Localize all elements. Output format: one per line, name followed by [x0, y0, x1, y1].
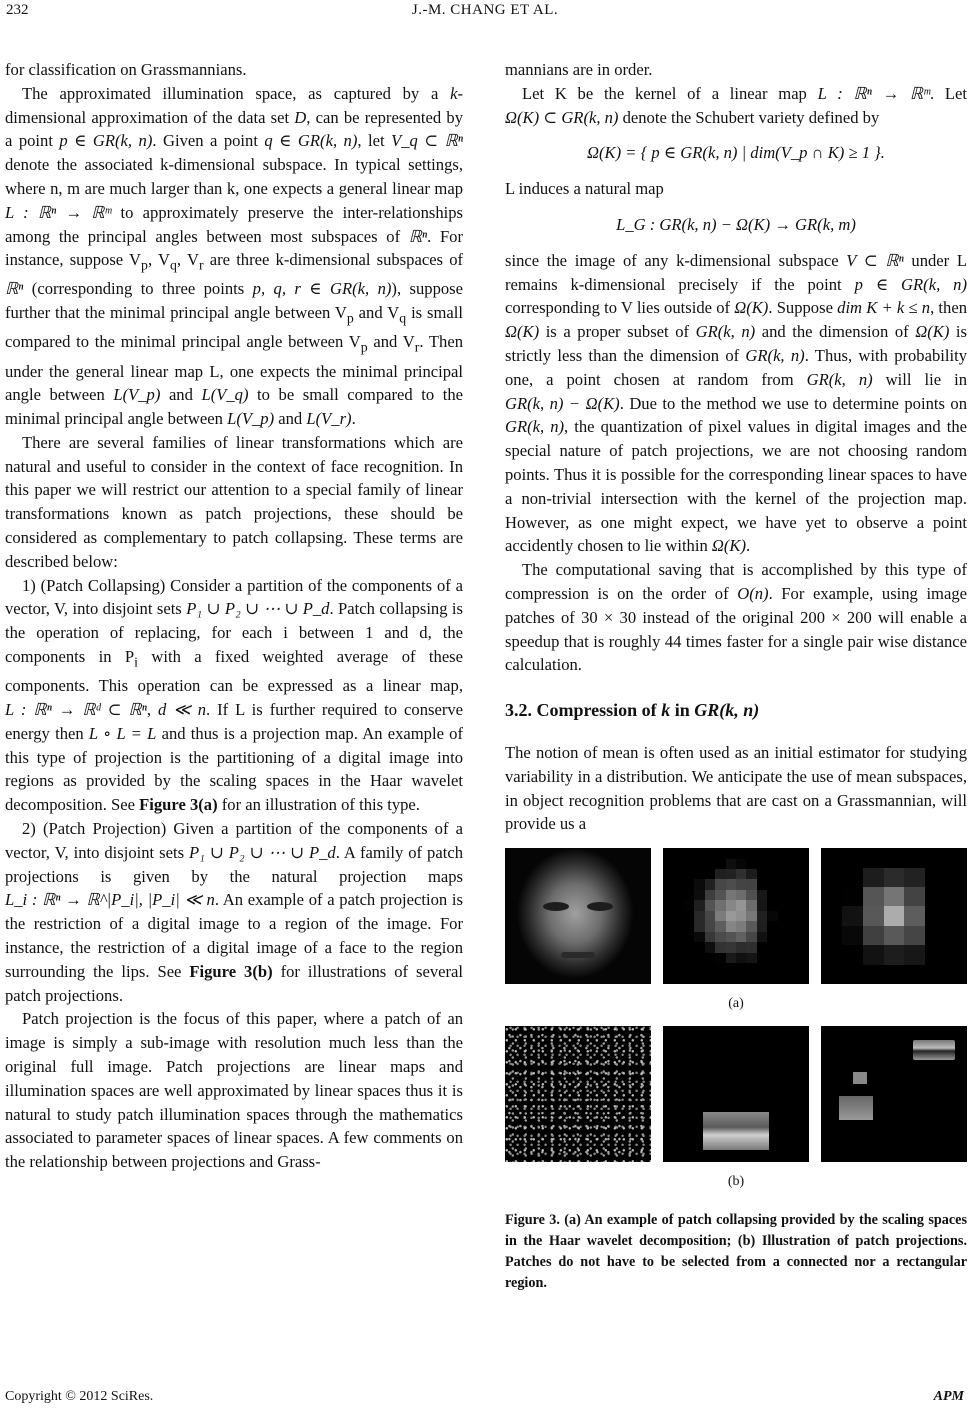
pixel-block — [736, 848, 747, 859]
pixel-block — [694, 900, 705, 911]
pixel-block — [767, 848, 778, 859]
pixel-block — [694, 911, 705, 922]
pixel-block — [821, 945, 842, 965]
pixel-block — [673, 953, 684, 964]
pixel-block — [767, 911, 778, 922]
pixel-block — [925, 868, 946, 888]
paragraph: 1) (Patch Collapsing) Consider a partition of the components of a vector, V, into disjoint sets P₁ ∪ P₂ ∪ ⋯ ∪ P_d. Patch collapsing is the operation of replacing, for each i between 1 and d, the components in $P_i$ with a fixed weighted average of these components. This operation can be expressed as a linear map, L : ℝⁿ → ℝᵈ ⊂ ℝⁿ, d ≪ n. If L is further required to conserve energy then L ∘ L = L and thus is a projection map. An example of this type of projection is the partitioning of a digital image into regions as provided by the scaling spaces in the Haar wavelet decomposition. See Figure 3(a) for an illustration of this type. — [5, 575, 464, 815]
pixel-block — [799, 911, 809, 922]
left-column — [5, 58, 463, 1174]
pixel-block — [736, 890, 747, 901]
pixel-block — [673, 963, 684, 974]
pixel-block — [694, 890, 705, 901]
math-inline: Ω(K) — [734, 298, 769, 318]
pixel-block — [726, 932, 737, 943]
math-inline: q ∈ GR(k, n) — [264, 131, 358, 151]
pixel-block — [715, 879, 726, 890]
pixel-block — [684, 932, 695, 943]
pixel-block — [788, 859, 799, 870]
paragraph: The notion of mean is often used as an initial estimator for studying variability in a distribution. We anticipate the use of mean subspaces, in object recognition problems that are cast on a Grassmannian, will provide us a — [505, 742, 967, 834]
pixel-block — [726, 911, 737, 922]
pixel-block — [715, 963, 726, 974]
pixel-block — [863, 906, 884, 926]
paragraph: mannians are in order. — [505, 60, 653, 79]
pixel-block — [746, 900, 757, 911]
pixel-block — [842, 926, 863, 946]
face-image-collapsed-fine — [663, 848, 809, 984]
right-column — [505, 58, 967, 1294]
pixel-block — [788, 911, 799, 922]
pixel-block — [705, 953, 716, 964]
pixel-block — [821, 906, 842, 926]
pixel-block — [694, 953, 705, 964]
pixel-block — [705, 911, 716, 922]
math-inline: p ∈ GR(k, n) — [854, 274, 967, 294]
pixel-block — [925, 887, 946, 907]
pixel-block — [863, 887, 884, 907]
figure-caption: Figure 3. (a) An example of patch collapsing provided by the scaling spaces in the Haar wavelet decomposition; (b) Illustration of patch projections. Patches do not have to be selected from a connected nor a rectangular region. — [505, 1211, 967, 1291]
pixel-block — [705, 932, 716, 943]
pixel-block — [788, 942, 799, 953]
pixel-block — [767, 942, 778, 953]
pixel-block — [799, 942, 809, 953]
math-inline: ℝⁿ — [408, 226, 428, 246]
pixel-block — [842, 848, 863, 868]
pixel-block — [788, 879, 799, 890]
pixel-block — [705, 963, 716, 974]
pixel-block — [663, 869, 674, 880]
pixel-block — [663, 911, 674, 922]
pixel-block — [863, 868, 884, 888]
pixel-block — [705, 848, 716, 859]
pixel-block — [757, 921, 768, 932]
pixel-block — [904, 887, 925, 907]
paragraph: since the image of any k-dimensional subspace V ⊂ ℝⁿ under L remains k-dimensional precisely if the point p ∈ GR(k, n) corresponding to V lies outside of Ω(K). Suppose dim K + k ≤ n, then Ω(K) is a proper subset of GR(k, n) and the dimension of Ω(K) is strictly less than the dimension of GR(k, n). Thus, with probability one, a point chosen at random from GR(k, n) will lie in GR(k, n) − Ω(K). Due to the method we use to determine points on GR(k, n), the quantization of pixel values in digital images and the special nature of patch projections, we are not choosing random points. Thus it is possible for the corresponding linear spaces to have a non-trivial intersection with the kernel of the projection map. However, as one might expect, we have yet to observe a point accidently chosen to lie within Ω(K). — [505, 250, 968, 556]
pixel-block — [799, 963, 809, 974]
pixel-block — [884, 906, 905, 926]
pixel-block — [684, 974, 695, 984]
pixel-block — [821, 848, 842, 868]
pixel-block — [715, 859, 726, 870]
pixel-block — [842, 945, 863, 965]
pixel-block — [946, 887, 967, 907]
math-inline: L(V_q) — [201, 385, 249, 405]
patch-lips-region — [663, 1026, 809, 1162]
pixel-block — [746, 859, 757, 870]
pixel-block — [736, 974, 747, 984]
subfigure-label-b: (b) — [727, 1173, 745, 1189]
pixel-block — [736, 911, 747, 922]
pixel-block — [663, 848, 674, 859]
pixel-block — [746, 879, 757, 890]
pixel-block — [842, 965, 863, 984]
pixel-block — [663, 932, 674, 943]
pixel-block — [673, 942, 684, 953]
math-inline: p, q, r ∈ GR(k, n) — [252, 279, 392, 299]
pixel-block — [799, 859, 809, 870]
pixel-block — [746, 932, 757, 943]
pixel-block — [715, 953, 726, 964]
math-inline: V ⊂ ℝⁿ — [846, 250, 904, 270]
pixel-block — [904, 965, 925, 984]
pixel-block — [767, 879, 778, 890]
pixel-block — [694, 859, 705, 870]
pixel-block — [684, 869, 695, 880]
pixel-block — [726, 859, 737, 870]
pixel-block — [663, 953, 674, 964]
journal-footer: APM — [933, 1389, 964, 1404]
paragraph: 2) (Patch Projection) Given a partition of the components of a vector, V, into disjoint sets P₁ ∪ P₂ ∪ ⋯ ∪ P_d. A family of patch projections is given by the natural projection maps L_i : ℝⁿ → ℝ^|P_i|, |P_i| ≪ n. An example of a patch projection is the restriction of a digital image to a region of the image. For instance, the restriction of a digital image of a face to the region surrounding the lips. See Figure 3(b) for illustrations of several patch projections. — [5, 818, 463, 1005]
pixel-block — [799, 869, 809, 880]
pixel-block — [884, 965, 905, 984]
pixel-block — [842, 887, 863, 907]
pixel-block — [736, 963, 747, 974]
pixel-block — [726, 942, 737, 953]
pixel-block — [778, 879, 789, 890]
pixel-block — [925, 906, 946, 926]
pixel-block — [746, 869, 757, 880]
pixel-block — [767, 890, 778, 901]
math-inline: d ≪ n — [158, 699, 206, 719]
page-number: 232 — [6, 2, 29, 18]
pixel-block — [778, 890, 789, 901]
patch-scattered-pixels — [505, 1026, 651, 1162]
paragraph: L induces a natural map — [505, 179, 664, 199]
pixel-block — [946, 926, 967, 946]
pixel-block — [673, 932, 684, 943]
paragraph: Patch projection is the focus of this paper, where a patch of an image is simply a sub-image with resolution much less than the original full image. Patch projections are linear maps and illumination spaces are well approximated by linear spaces thus it is natural to study patch illumination spaces through the mathematics associated to parameter spaces of linear spaces. A few comments on the relationship between projections and Grass- — [5, 1009, 463, 1172]
pixel-block — [746, 953, 757, 964]
pixel-block — [821, 868, 842, 888]
paragraph: Let K be the kernel of a linear map L : ℝⁿ → ℝᵐ. Let Ω(K) ⊂ GR(k, n) denote the Schubert variety defined by — [505, 83, 967, 127]
pixel-block — [715, 932, 726, 943]
pixel-block — [757, 911, 768, 922]
pixel-block — [663, 974, 674, 984]
pixel-block — [767, 869, 778, 880]
pixel-block — [799, 921, 809, 932]
pixel-block — [715, 848, 726, 859]
pixel-block — [684, 879, 695, 890]
pixel-block — [925, 848, 946, 868]
math-inline: GR(k, n) − Ω(K) — [505, 393, 620, 413]
pixel-block — [799, 953, 809, 964]
pixel-block — [663, 963, 674, 974]
pixel-block — [705, 942, 716, 953]
pixel-block — [904, 926, 925, 946]
pixel-block — [757, 890, 768, 901]
pixel-block — [715, 921, 726, 932]
pixel-block — [904, 848, 925, 868]
pixel-block — [684, 900, 695, 911]
pixel-block — [778, 963, 789, 974]
pixel-block — [904, 868, 925, 888]
pixel-block — [767, 932, 778, 943]
pixel-block — [799, 900, 809, 911]
math-inline: L : ℝⁿ → ℝᵐ — [817, 83, 930, 103]
pixel-block — [684, 911, 695, 922]
pixel-block — [673, 869, 684, 880]
pixel-block — [778, 848, 789, 859]
pixel-block — [705, 879, 716, 890]
pixel-block — [726, 963, 737, 974]
pixel-block — [842, 868, 863, 888]
math-inline: dim K + k ≤ n — [837, 298, 931, 318]
math-inline: Ω(K) ⊂ GR(k, n) — [505, 107, 619, 127]
pixel-block — [767, 963, 778, 974]
pixel-block — [673, 890, 684, 901]
pixel-block — [736, 942, 747, 953]
pixel-block — [684, 963, 695, 974]
pixel-block — [673, 900, 684, 911]
pixel-block — [684, 848, 695, 859]
pixel-block — [726, 900, 737, 911]
pixel-block — [715, 942, 726, 953]
pixel-block — [884, 926, 905, 946]
pixel-block — [736, 900, 747, 911]
pixel-block — [757, 879, 768, 890]
pixel-block — [788, 890, 799, 901]
pixel-block — [663, 942, 674, 953]
figure-row-a — [505, 848, 967, 984]
paragraph: The approximated illumination space, as captured by a k-dimensional approximation of the data set D, can be represented by a point p ∈ GR(k, n). Given a point q ∈ GR(k, n), let V_q ⊂ ℝⁿ denote the associated k-dimensional subspace. In typical settings, where n, m are much larger than k, one expects a general linear map L : ℝⁿ → ℝᵐ to approximately preserve the inter-relationships among the principal angles between most subspaces of ℝⁿ. For instance, suppose $V_p$, $V_q$, $V_r$ are three k-dimensional subspaces of ℝⁿ (corresponding to three points p, q, r ∈ GR(k, n)), suppose further that the minimal principal angle between $V_p$ and $V_q$ is small compared to the minimal principal angle between $V_p$ and $V_r$. Then under the general linear map L, one expects the minimal principal angle between L(V_p) and L(V_q) to be small compared to the minimal principal angle between L(V_p) and L(V_r). — [5, 83, 464, 429]
math-inline: O(n) — [737, 583, 769, 603]
pixel-block — [788, 974, 799, 984]
pixel-block — [767, 900, 778, 911]
math-inline: L ∘ L = L — [88, 723, 157, 743]
pixel-block — [736, 879, 747, 890]
pixel-block — [694, 869, 705, 880]
pixel-block — [715, 900, 726, 911]
pixel-block — [767, 921, 778, 932]
pixel-block — [684, 890, 695, 901]
equation: Ω(K) = { p ∈ GR(k, n) | dim(V_p ∩ K) ≥ 1 }. — [587, 143, 885, 163]
pixel-block — [757, 900, 768, 911]
pixel-block — [946, 945, 967, 965]
pixel-block — [778, 911, 789, 922]
pixel-block — [673, 848, 684, 859]
pixel-block — [799, 890, 809, 901]
pixel-block — [663, 900, 674, 911]
pixel-block — [778, 953, 789, 964]
pixel-block — [863, 945, 884, 965]
pixel-block — [746, 921, 757, 932]
section-heading: 3.2. Compression of k in GR(k, n) — [505, 700, 760, 721]
pixel-block — [684, 921, 695, 932]
pixel-block — [736, 953, 747, 964]
pixel-block — [694, 932, 705, 943]
paragraph: There are several families of linear transformations which are natural and useful to consider in the context of face recognition. In this paper we will restrict our attention to a special family of linear transformations known as patch projections, these should be considered as complementary to patch collapsing. These terms are described below: — [5, 432, 463, 571]
pixel-block — [663, 859, 674, 870]
math-inline: L : ℝⁿ → ℝᵈ ⊂ ℝⁿ — [5, 699, 147, 719]
pixel-block — [757, 942, 768, 953]
pixel-block — [663, 921, 674, 932]
pixel-block — [788, 932, 799, 943]
pixel-block — [746, 848, 757, 859]
equation: L_G : GR(k, n) − Ω(K) → GR(k, m) — [616, 214, 856, 234]
pixel-block — [663, 890, 674, 901]
pixel-block — [946, 906, 967, 926]
pixel-block — [726, 869, 737, 880]
face-image-collapsed-coarse — [821, 848, 967, 984]
pixel-block — [884, 848, 905, 868]
figure-row-b — [505, 1026, 967, 1162]
pixel-block — [799, 879, 809, 890]
pixel-block — [788, 921, 799, 932]
pixel-block — [694, 942, 705, 953]
subfigure-label-a: (a) — [728, 996, 744, 1012]
pixel-block — [705, 859, 716, 870]
math-inline: L_i : ℝⁿ → ℝ^|P_i|, |P_i| ≪ n — [5, 890, 215, 910]
face-image-original — [505, 848, 651, 984]
pixel-block — [821, 965, 842, 984]
pixel-block — [757, 953, 768, 964]
pixel-block — [726, 848, 737, 859]
pixel-block — [746, 974, 757, 984]
pixel-block — [757, 932, 768, 943]
pixel-block — [694, 879, 705, 890]
pixel-block — [673, 921, 684, 932]
pixel-block — [757, 859, 768, 870]
math-inline: L : ℝⁿ → ℝᵐ — [5, 202, 112, 222]
pixel-block — [757, 974, 768, 984]
pixel-block — [925, 926, 946, 946]
pixel-block — [673, 859, 684, 870]
pixel-block — [736, 859, 747, 870]
pixel-block — [863, 926, 884, 946]
figure-ref[interactable]: Figure 3(a) — [139, 795, 218, 815]
pixel-block — [715, 974, 726, 984]
pixel-block — [684, 953, 695, 964]
pixel-block — [663, 879, 674, 890]
pixel-block — [684, 942, 695, 953]
pixel-block — [726, 890, 737, 901]
pixel-block — [884, 945, 905, 965]
pixel-block — [746, 963, 757, 974]
pixel-block — [767, 974, 778, 984]
pixel-block — [694, 921, 705, 932]
math-inline: P₁ ∪ P₂ ∪ ⋯ ∪ P_d — [186, 599, 330, 619]
pixel-block — [705, 921, 716, 932]
pixel-block — [788, 963, 799, 974]
pixel-block — [799, 848, 809, 859]
figure-ref[interactable]: Figure 3(b) — [189, 961, 273, 981]
pixel-block — [778, 859, 789, 870]
pixel-block — [778, 942, 789, 953]
copyright-footer: Copyright © 2012 SciRes. — [5, 1389, 154, 1404]
paragraph: The computational saving that is accomplished by this type of compression is on the order of O(n). For example, using image patches of 30 × 30 instead of the original 200 × 200 will enable a speedup that is roughly 44 times faster for a single pair wise distance calculation. — [505, 560, 967, 675]
pixel-block — [694, 963, 705, 974]
pixel-block — [726, 953, 737, 964]
patch-eye-regions — [821, 1026, 967, 1162]
pixel-block — [946, 868, 967, 888]
pixel-block — [726, 879, 737, 890]
pixel-block — [863, 848, 884, 868]
pixel-block — [736, 932, 747, 943]
pixel-block — [788, 900, 799, 911]
pixel-block — [788, 869, 799, 880]
pixel-block — [694, 848, 705, 859]
pixel-block — [884, 868, 905, 888]
pixel-block — [757, 963, 768, 974]
pixel-block — [673, 879, 684, 890]
pixel-block — [904, 945, 925, 965]
pixel-block — [821, 926, 842, 946]
math-inline: L(V_r) — [306, 409, 352, 429]
pixel-block — [925, 965, 946, 984]
pixel-block — [746, 890, 757, 901]
pixel-block — [684, 859, 695, 870]
pixel-block — [673, 974, 684, 984]
math-inline: GR(k, n) — [695, 322, 756, 342]
pixel-block — [946, 848, 967, 868]
pixel-block — [694, 974, 705, 984]
pixel-block — [705, 900, 716, 911]
pixel-block — [736, 869, 747, 880]
math-inline: p ∈ GR(k, n) — [59, 131, 153, 151]
pixel-block — [778, 921, 789, 932]
pixel-block — [746, 911, 757, 922]
pixel-block — [736, 921, 747, 932]
pixel-block — [946, 965, 967, 984]
pixel-block — [767, 859, 778, 870]
pixel-block — [842, 906, 863, 926]
math-inline: V_q ⊂ ℝⁿ — [391, 131, 463, 151]
pixel-block — [715, 890, 726, 901]
pixel-block — [821, 887, 842, 907]
pixel-block — [884, 887, 905, 907]
pixel-block — [778, 900, 789, 911]
pixel-block — [767, 953, 778, 964]
pixel-block — [863, 965, 884, 984]
pixel-block — [778, 974, 789, 984]
pixel-block — [904, 906, 925, 926]
pixel-block — [715, 869, 726, 880]
pixel-block — [788, 848, 799, 859]
pixel-block — [705, 974, 716, 984]
pixel-block — [799, 932, 809, 943]
pixel-block — [778, 869, 789, 880]
pixel-block — [778, 932, 789, 943]
pixel-block — [757, 869, 768, 880]
pixel-block — [715, 911, 726, 922]
pixel-block — [746, 942, 757, 953]
math-inline: L(V_p) — [113, 385, 161, 405]
figure-3 — [505, 848, 967, 1294]
pixel-block — [925, 945, 946, 965]
paragraph: for classification on Grassmannians. — [5, 60, 247, 79]
pixel-block — [726, 921, 737, 932]
pixel-block — [788, 953, 799, 964]
pixel-block — [799, 974, 809, 984]
pixel-block — [705, 869, 716, 880]
pixel-block — [673, 911, 684, 922]
running-title: J.-M. CHANG ET AL. — [411, 2, 559, 18]
pixel-block — [757, 848, 768, 859]
pixel-block — [705, 890, 716, 901]
pixel-block — [726, 974, 737, 984]
